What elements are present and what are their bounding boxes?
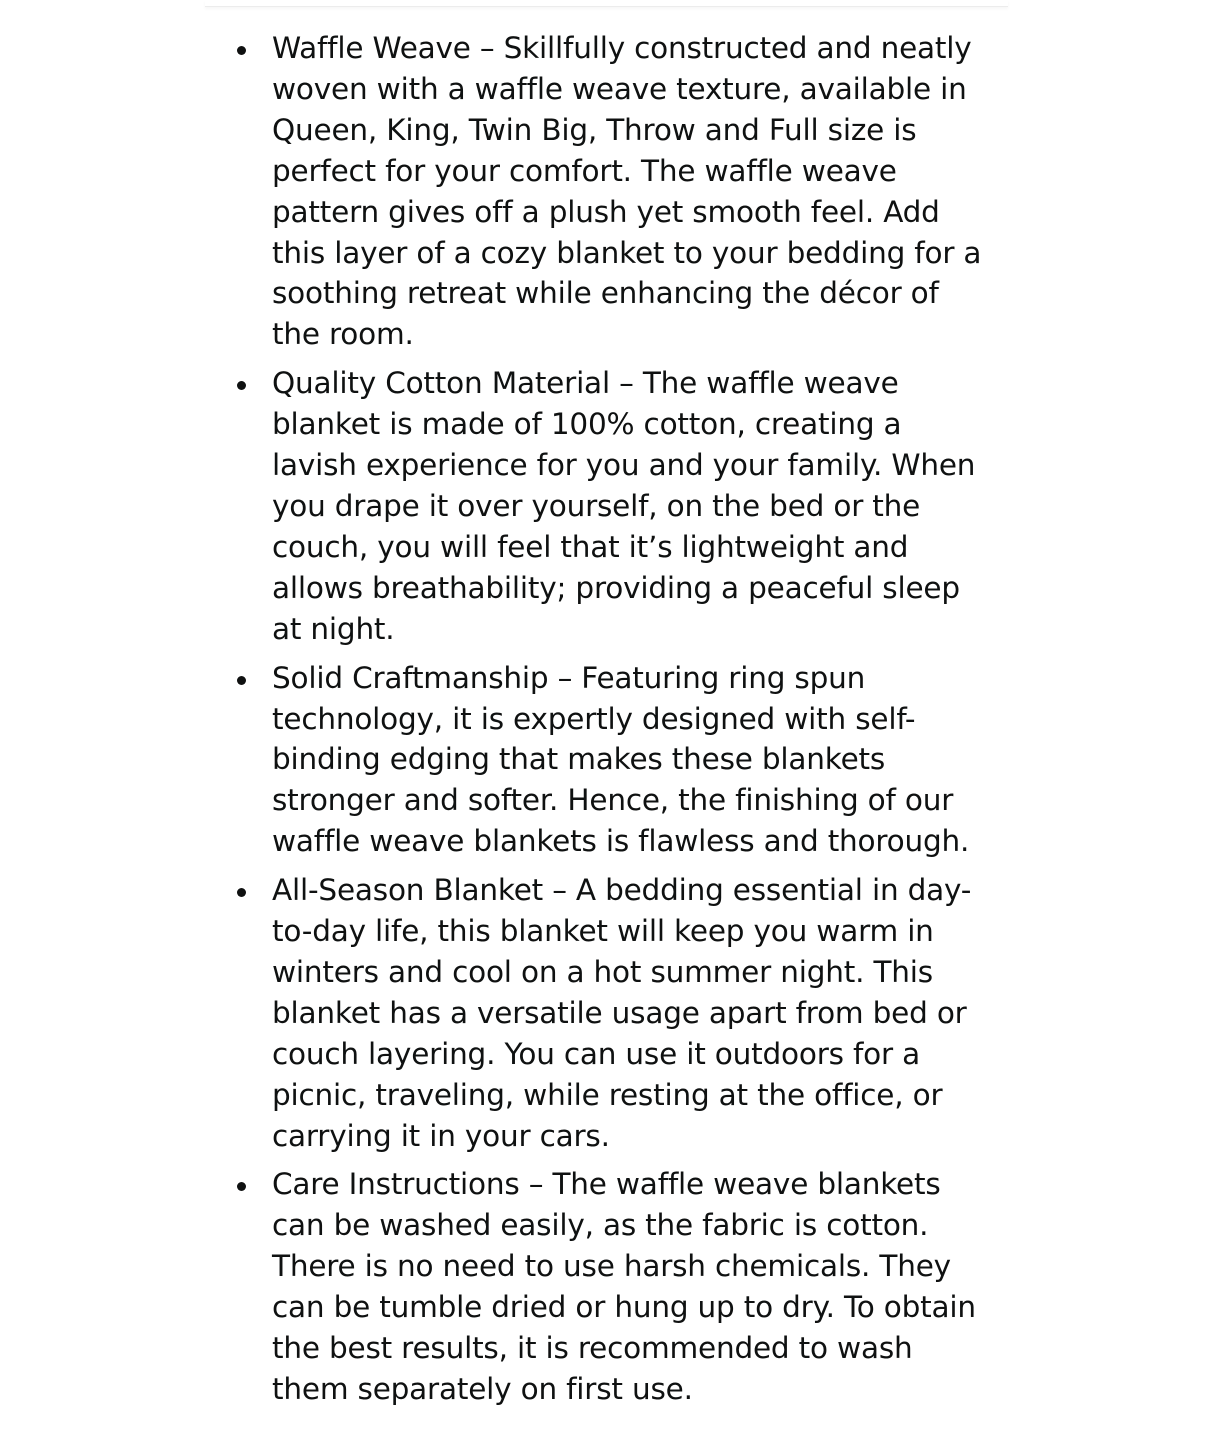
feature-bullet-quality-cotton: Quality Cotton Material – The waffle weave blanket is made of 100% cotton, creating a lavish experience for you and your family. When you drape it over yourself, on the bed or the couch, you will feel that it’s lightweight and allows breathability; providing a peaceful sleep at night. <box>272 363 992 649</box>
feature-bullet-craftmanship: Solid Craftmanship – Featuring ring spun technology, it is expertly designed with self-binding edging that makes these blankets stronger and softer. Hence, the finishing of our waffle weave blankets is flawless and thorough. <box>272 658 992 863</box>
feature-bullet-care-instructions: Care Instructions – The waffle weave blankets can be washed easily, as the fabric is cotton. There is no need to use harsh chemicals. They can be tumble dried or hung up to dry. To obtain the best results, it is recommended to wash them separately on first use. <box>272 1164 992 1409</box>
feature-bullet-all-season: All-Season Blanket – A bedding essential in day-to-day life, this blanket will keep you warm in winters and cool on a hot summer night. This blanket has a versatile usage apart from bed or couch layering. You can use it outdoors for a picnic, traveling, while resting at the office, or carrying it in your cars. <box>272 870 992 1156</box>
feature-bullet-list <box>272 28 992 1418</box>
section-divider <box>205 0 1008 7</box>
feature-bullet-waffle-weave: Waffle Weave – Skillfully constructed and neatly woven with a waffle weave texture, available in Queen, King, Twin Big, Throw and Full size is perfect for your comfort. The waffle weave pattern gives off a plush yet smooth feel. Add this layer of a cozy blanket to your bedding for a soothing retreat while enhancing the décor of the room. <box>272 28 992 355</box>
